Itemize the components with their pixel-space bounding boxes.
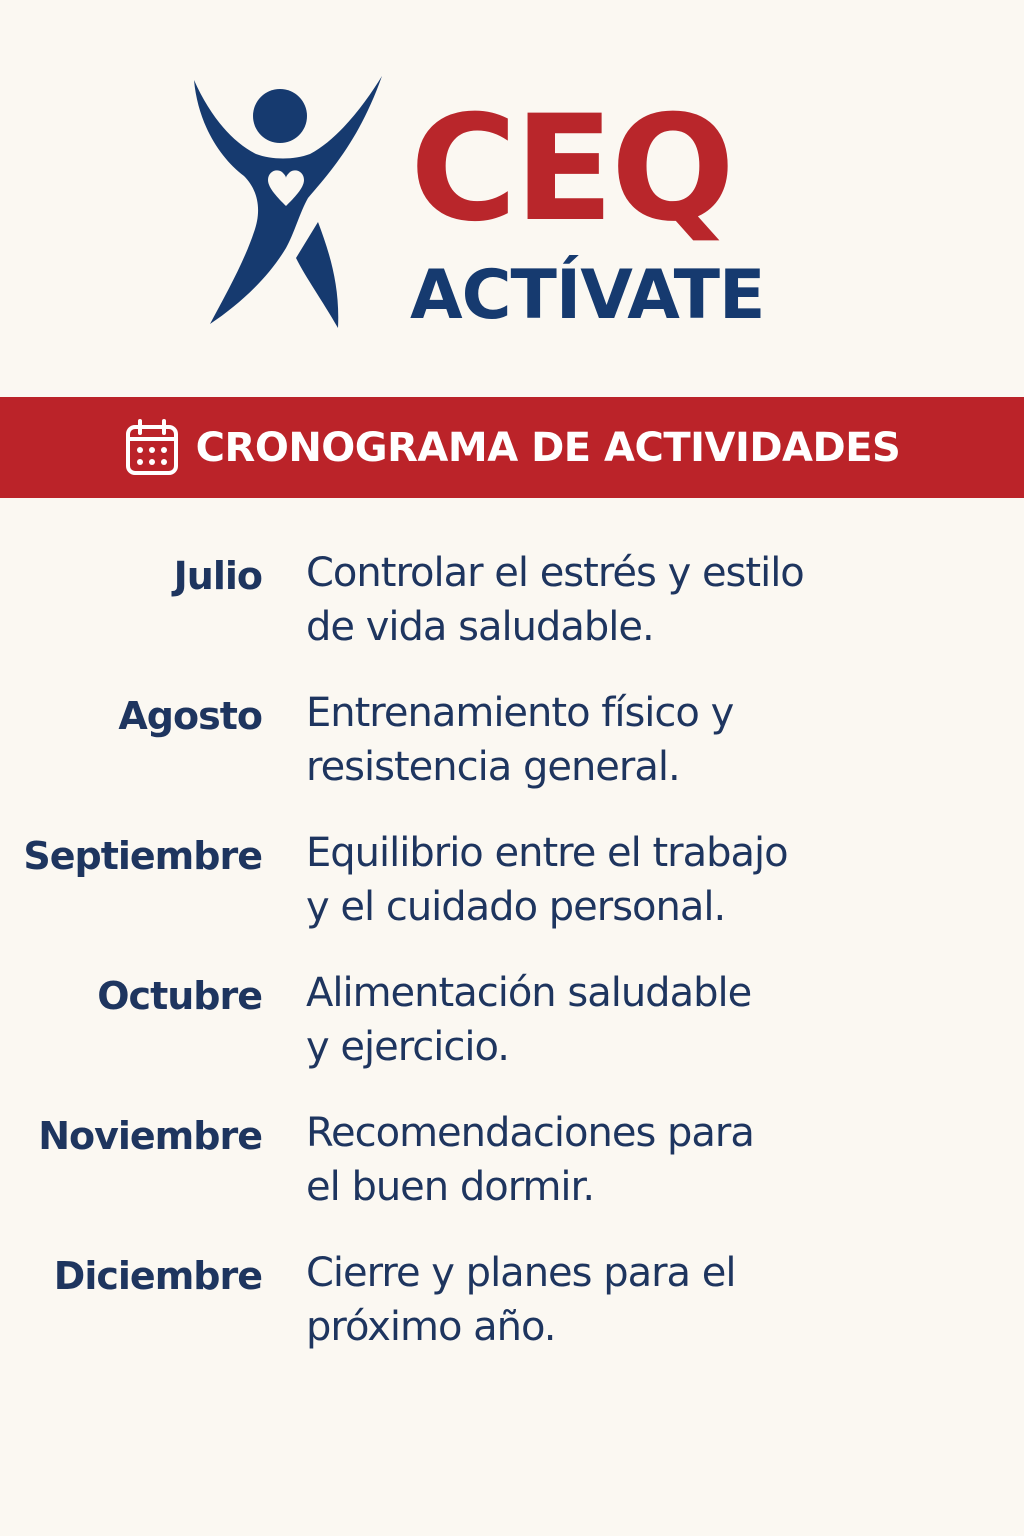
activity-description — [306, 546, 866, 654]
calendar-icon — [124, 419, 180, 477]
activity-description — [306, 1106, 866, 1214]
activity-line: Recomendaciones para — [306, 1110, 754, 1156]
section-banner — [0, 397, 1024, 498]
schedule-row-agosto — [0, 682, 1024, 822]
schedule-row-septiembre — [0, 822, 1024, 962]
month-label: Julio — [173, 554, 262, 598]
month-label: Octubre — [97, 974, 262, 1018]
month-label: Noviembre — [38, 1114, 262, 1158]
activity-description — [306, 1246, 866, 1354]
schedule-row-diciembre — [0, 1242, 1024, 1382]
person-with-heart-icon — [190, 72, 385, 332]
activity-line: próximo año. — [306, 1304, 556, 1350]
banner-title: CRONOGRAMA DE ACTIVIDADES — [195, 424, 901, 471]
activity-line: Entrenamiento físico y — [306, 690, 734, 736]
month-label: Septiembre — [23, 834, 262, 878]
activity-line: y ejercicio. — [306, 1024, 509, 1070]
activity-line: Cierre y planes para el — [306, 1250, 736, 1296]
activity-line: resistencia general. — [306, 744, 680, 790]
activity-line: Controlar el estrés y estilo — [306, 550, 804, 596]
activity-line: el buen dormir. — [306, 1164, 595, 1210]
activity-line: de vida saludable. — [306, 604, 654, 650]
month-label: Diciembre — [53, 1254, 262, 1298]
activity-description — [306, 966, 866, 1074]
month-label: Agosto — [118, 694, 262, 738]
schedule-row-noviembre — [0, 1102, 1024, 1242]
activity-line: Alimentación saludable — [306, 970, 752, 1016]
brand-name: CEQ — [410, 84, 732, 254]
schedule-row-octubre — [0, 962, 1024, 1102]
schedule-list — [0, 542, 1024, 1382]
activity-description — [306, 826, 866, 934]
brand-tagline: ACTÍVATE — [410, 256, 765, 335]
activity-description — [306, 686, 866, 794]
activity-line: y el cuidado personal. — [306, 884, 726, 930]
activity-line: Equilibrio entre el trabajo — [306, 830, 788, 876]
schedule-row-julio — [0, 542, 1024, 682]
